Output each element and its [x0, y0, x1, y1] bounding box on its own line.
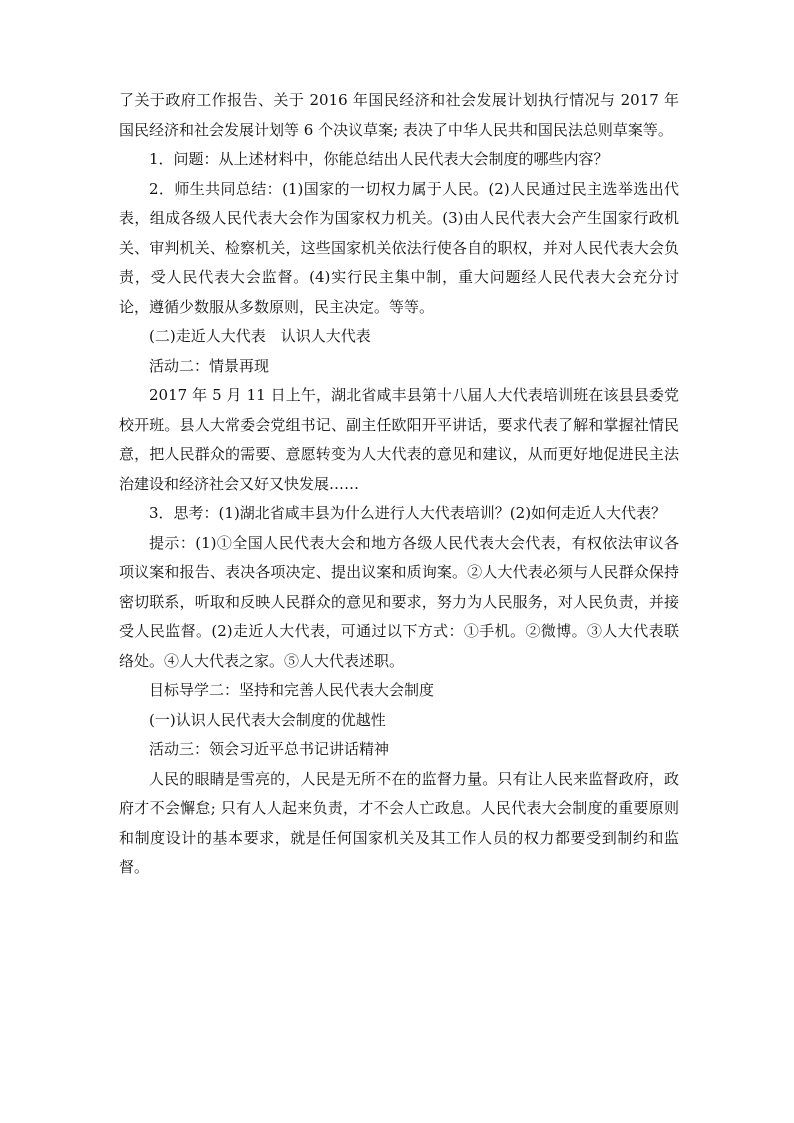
paragraph-intro-continuation: 了关于政府工作报告、关于 2016 年国民经济和社会发展计划执行情况与 2017 年国民经济和社会发展计划等 6 个决议草案; 表决了中华人民共和国民法总则草案等。: [119, 91, 679, 139]
document-body: [119, 86, 679, 883]
paragraph-scenario: 2017 年 5 月 11 日上午，湖北省咸丰县第十八届人大代表培训班在该县县委党校开班。县人大常委会党组书记、副主任欧阳开平讲话，要求代表了解和掌握社情民意，把人民群众的需要、意愿转变为人大代表的意见和建议，从而更好地促进民主法治建设和经济社会又好又快发展……: [119, 386, 679, 493]
paragraph-question-1: 1．问题：从上述材料中，你能总结出人民代表大会制度的哪些内容？: [149, 150, 609, 168]
activity-three-title: 活动三：领会习近平总书记讲话精神: [149, 740, 390, 758]
activity-two-title: 活动二：情景再现: [149, 356, 270, 375]
paragraph-quote: 人民的眼睛是雪亮的，人民是无所不在的监督力量。只有让人民来监督政府，政府才不会懈怠; 只有人人起来负责，才不会人亡政息。人民代表大会制度的重要原则和制度设计的基本要求，就是任何国家机关及其工作人员的权力都要受到制约和监督。: [119, 769, 679, 876]
paragraph-think-3: 3．思考：(1)湖北省咸丰县为什么进行人大代表培训？(2)如何走近人大代表？: [149, 504, 667, 522]
section-heading-approach-deputies: (二)走近人大代表 认识人大代表: [149, 327, 371, 345]
paragraph-summary-2: 2．师生共同总结：(1)国家的一切权力属于人民。(2)人民通过民主选举选出代表，组成各级人民代表大会作为国家权力机关。(3)由人民代表大会产生国家行政机关、审判机关、检察机关，这些国家机关依法行使各自的职权，并对人民代表大会负责，受人民代表大会监督。(4)实行民主集中制，重大问题经人民代表大会充分讨论，遵循少数服从多数原则，民主决定。等等。: [119, 179, 679, 316]
paragraph-hint: 提示：(1)①全国人民代表大会和地方各级人民代表大会代表，有权依法审议各项议案和报告、表决各项决定、提出议案和质询案。②人大代表必须与人民群众保持密切联系，听取和反映人民群众的意见和要求，努力为人民服务，对人民负责，并接受人民监督。(2)走近人大代表，可通过以下方式：①手机。②微博。③人大代表联络处。④人大代表之家。⑤人大代表述职。: [119, 533, 679, 670]
section-heading-superiority: (一)认识人民代表大会制度的优越性: [149, 710, 386, 729]
goal-two-heading: 目标导学二：坚持和完善人民代表大会制度: [149, 681, 435, 699]
